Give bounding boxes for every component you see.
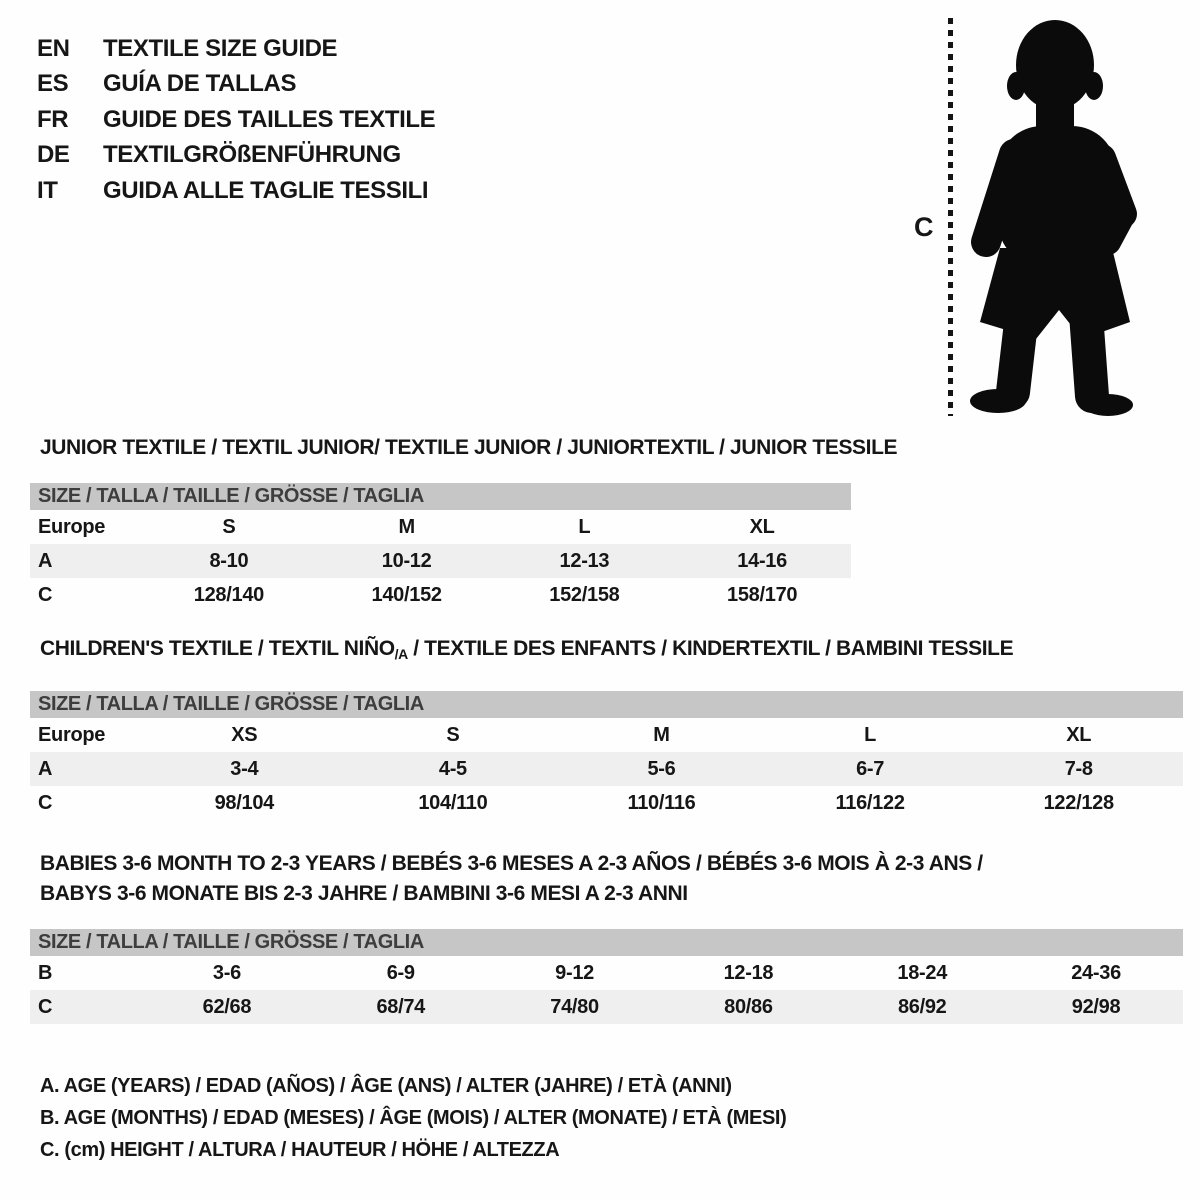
language-code: EN bbox=[37, 34, 70, 62]
cell: 12-13 bbox=[559, 549, 610, 572]
cell: L bbox=[864, 723, 877, 746]
language-title: TEXTILGRÖßENFÜHRUNG bbox=[103, 141, 401, 169]
cell: 6-9 bbox=[386, 961, 415, 984]
cell: 12-18 bbox=[723, 961, 774, 984]
children-section-title bbox=[40, 637, 1013, 661]
children-title-prefix: CHILDREN'S TEXTILE / TEXTIL NIÑO bbox=[40, 637, 395, 660]
cell: 10-12 bbox=[381, 549, 432, 572]
junior-section-title: JUNIOR TEXTILE / TEXTIL JUNIOR/ TEXTILE JUNIOR / JUNIORTEXTIL / JUNIOR TESSILE bbox=[40, 436, 898, 459]
children-title-sub: /A bbox=[394, 646, 408, 662]
children-title-suffix: / TEXTILE DES ENFANTS / KINDERTEXTIL / BAMBINI TESSILE bbox=[407, 637, 1014, 660]
table-row bbox=[30, 544, 851, 578]
cell: 122/128 bbox=[1043, 791, 1114, 814]
language-title: GUÍA DE TALLAS bbox=[103, 70, 297, 98]
language-code: FR bbox=[37, 105, 69, 133]
cell: 116/122 bbox=[835, 791, 905, 814]
row-label: A bbox=[38, 757, 53, 780]
cell: S bbox=[446, 723, 460, 746]
babies-size-header: SIZE / TALLA / TAILLE / GRÖSSE / TAGLIA bbox=[30, 929, 1183, 956]
cell: 104/110 bbox=[418, 791, 488, 814]
cell: 6-7 bbox=[856, 757, 885, 780]
cell: 110/116 bbox=[627, 791, 696, 814]
language-title: GUIDE DES TAILLES TEXTILE bbox=[103, 105, 436, 133]
junior-size-header: SIZE / TALLA / TAILLE / GRÖSSE / TAGLIA bbox=[30, 483, 851, 510]
cell: 3-6 bbox=[212, 961, 241, 984]
junior-size-table bbox=[30, 483, 851, 612]
language-code: ES bbox=[37, 70, 69, 98]
cell: 18-24 bbox=[897, 961, 948, 984]
cell: 68/74 bbox=[376, 995, 426, 1018]
table-row bbox=[30, 752, 1183, 786]
cell: L bbox=[578, 515, 591, 538]
footnote-b: B. AGE (MONTHS) / EDAD (MESES) / ÂGE (MOIS) / ALTER (MONATE) / ETÀ (MESI) bbox=[40, 1107, 787, 1129]
row-label: A bbox=[38, 549, 53, 572]
cell: 92/98 bbox=[1071, 995, 1121, 1018]
cell: 128/140 bbox=[193, 583, 264, 606]
language-code: IT bbox=[37, 176, 58, 204]
cell: 4-5 bbox=[438, 757, 467, 780]
cell: 7-8 bbox=[1064, 757, 1093, 780]
language-row-de bbox=[37, 138, 435, 174]
cell: 9-12 bbox=[555, 961, 594, 984]
cell: 8-10 bbox=[209, 549, 249, 572]
cell: 14-16 bbox=[737, 549, 787, 572]
cell: 74/80 bbox=[550, 995, 599, 1018]
table-row bbox=[30, 510, 851, 544]
language-row-en bbox=[37, 31, 435, 67]
cell: 152/158 bbox=[549, 583, 620, 606]
footnote-a: A. AGE (YEARS) / EDAD (AÑOS) / ÂGE (ANS) / ALTER (JAHRE) / ETÀ (ANNI) bbox=[40, 1075, 732, 1097]
cell: 5-6 bbox=[647, 757, 676, 780]
cell: 86/92 bbox=[897, 995, 947, 1018]
cell: 158/170 bbox=[727, 583, 798, 606]
cell: XL bbox=[1066, 723, 1092, 746]
row-label: C bbox=[38, 791, 53, 814]
cell: M bbox=[398, 515, 415, 538]
language-list bbox=[37, 31, 435, 209]
footnote-c: C. (cm) HEIGHT / ALTURA / HAUTEUR / HÖHE / ALTEZZA bbox=[40, 1139, 560, 1161]
row-label: C bbox=[38, 995, 53, 1018]
children-size-header: SIZE / TALLA / TAILLE / GRÖSSE / TAGLIA bbox=[30, 691, 1183, 718]
toddler-silhouette bbox=[962, 16, 1148, 420]
language-row-es bbox=[37, 67, 435, 103]
cell: S bbox=[222, 515, 236, 538]
babies-title-line2: BABYS 3-6 MONATE BIS 2-3 JAHRE / BAMBINI 3-6 MESI A 2-3 ANNI bbox=[40, 882, 688, 905]
babies-title-line1: BABIES 3-6 MONTH TO 2-3 YEARS / BEBÉS 3-6 MESES A 2-3 AÑOS / BÉBÉS 3-6 MOIS À 2-3 ANS / bbox=[40, 852, 983, 875]
cell: 3-4 bbox=[230, 757, 259, 780]
cell: 24-36 bbox=[1071, 961, 1121, 984]
language-row-it bbox=[37, 173, 435, 209]
row-label: B bbox=[38, 961, 53, 984]
table-row bbox=[30, 578, 851, 612]
babies-size-table bbox=[30, 929, 1183, 1024]
language-title: GUIDA ALLE TAGLIE TESSILI bbox=[103, 176, 429, 204]
row-label: C bbox=[38, 583, 53, 606]
cell: 62/68 bbox=[202, 995, 252, 1018]
table-row bbox=[30, 990, 1183, 1024]
row-label: Europe bbox=[38, 723, 106, 746]
table-row bbox=[30, 718, 1183, 752]
cell: 140/152 bbox=[371, 583, 442, 606]
height-measure-dashed-line bbox=[948, 18, 953, 416]
table-row bbox=[30, 786, 1183, 820]
language-title: TEXTILE SIZE GUIDE bbox=[103, 34, 338, 62]
table-row bbox=[30, 956, 1183, 990]
babies-section-title bbox=[40, 849, 983, 909]
cell: XL bbox=[749, 515, 775, 538]
cell: 98/104 bbox=[214, 791, 274, 814]
children-size-table bbox=[30, 691, 1183, 820]
footnotes bbox=[40, 1070, 786, 1166]
cell: XS bbox=[231, 723, 258, 746]
language-row-fr bbox=[37, 102, 435, 138]
cell: 80/86 bbox=[724, 995, 773, 1018]
row-label: Europe bbox=[38, 515, 106, 538]
language-code: DE bbox=[37, 141, 70, 169]
cell: M bbox=[653, 723, 670, 746]
height-measure-label: C bbox=[914, 212, 934, 242]
